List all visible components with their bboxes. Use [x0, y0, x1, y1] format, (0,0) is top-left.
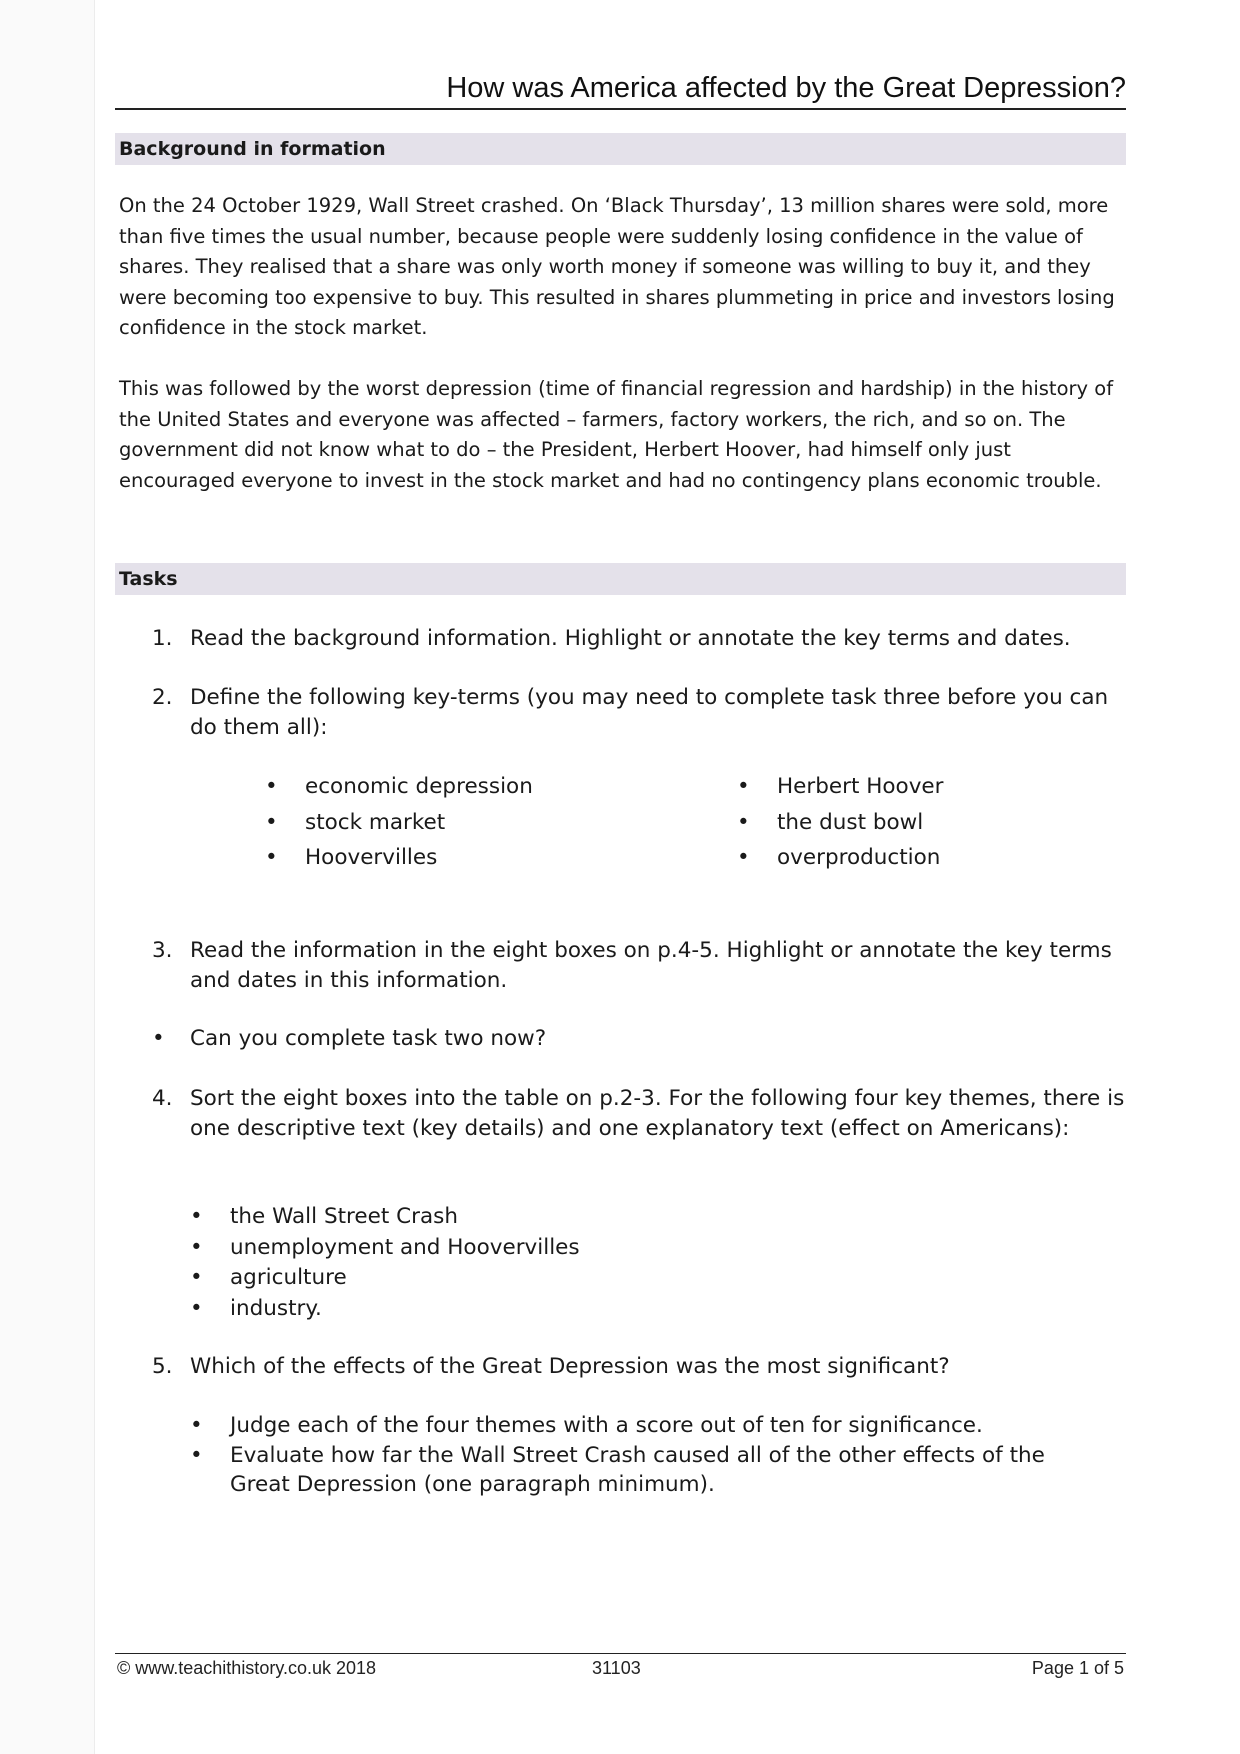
task-3-text: Read the information in the eight boxes on p.4-5. Highlight or annotate the key terms and dates in this information. [190, 938, 1112, 993]
list-item: • the dust bowl [737, 805, 1117, 841]
title-underline [115, 108, 1126, 110]
key-themes-list [190, 1202, 1090, 1324]
footer-page-number: Page 1 of 5 [1031, 1658, 1124, 1678]
bullet-icon: • [737, 845, 750, 870]
task-2-text: Define the following key-terms (you may need to complete task three before you can do them all): [190, 685, 1109, 740]
list-item: • agriculture [190, 1263, 1090, 1294]
page-left-margin [0, 0, 95, 1754]
bullet-icon: • [265, 809, 278, 835]
task-3-number: 3. [152, 938, 173, 963]
task-4-number: 4. [152, 1086, 173, 1111]
task-1 [152, 624, 1126, 654]
task-4 [152, 1084, 1126, 1143]
bullet-icon: • [152, 1026, 165, 1051]
background-paragraph-1: On the 24 October 1929, Wall Street crashed. On ‘Black Thursday’, 13 million shares were sold, more than five times the usual number, because people were suddenly losing confidence in the value of shares. They realised that a share was only worth money if someone was willing to buy it, and they were becoming too expensive to buy. This resulted in shares plummeting in price and investors losing confidence in the stock market. [119, 194, 1115, 339]
list-item: • overproduction [737, 840, 1117, 876]
tasks-heading: Tasks [115, 563, 1126, 595]
list-item: • stock market [265, 805, 685, 841]
bullet-icon: • [190, 1265, 203, 1290]
bullet-icon: • [190, 1295, 203, 1321]
task-3-followup [152, 1024, 1126, 1054]
task-5-number: 5. [152, 1354, 173, 1379]
task-2 [152, 683, 1126, 742]
list-item: • Judge each of the four themes with a score out of ten for significance. [190, 1411, 1090, 1441]
list-item: • Evaluate how far the Wall Street Crash caused all of the other effects of the Great Depression (one paragraph minimum). [190, 1442, 1045, 1497]
task-4-text: Sort the eight boxes into the table on p.2-3. For the following four key themes, there is one descriptive text (key details) and one explanatory text (effect on Americans): [190, 1086, 1125, 1141]
bullet-icon: • [190, 1234, 203, 1260]
footer-resource-code: 31103 [592, 1658, 641, 1678]
background-heading: Background in formation [115, 133, 1126, 165]
footer-rule [115, 1653, 1126, 1654]
list-item: • economic depression [265, 769, 685, 805]
bullet-icon: • [190, 1204, 203, 1229]
key-terms-right-list [737, 769, 1117, 876]
bullet-icon: • [265, 774, 278, 799]
task-5 [152, 1352, 1126, 1382]
list-item: • unemployment and Hoovervilles [190, 1233, 1090, 1264]
bullet-icon: • [265, 845, 278, 870]
task-1-text: Read the background information. Highlight or annotate the key terms and dates. [190, 626, 1071, 651]
significance-list [190, 1411, 1090, 1500]
bullet-icon: • [190, 1413, 203, 1438]
list-item: • Hoovervilles [265, 840, 685, 876]
task-5-text: Which of the effects of the Great Depression was the most significant? [190, 1354, 950, 1379]
page-title: How was America affected by the Great Depression? [446, 72, 1126, 104]
bullet-icon: • [737, 774, 750, 799]
task-3 [152, 936, 1126, 995]
footer-copyright: © www.teachithistory.co.uk 2018 [117, 1658, 377, 1678]
bullet-icon: • [190, 1442, 203, 1468]
key-terms-left-list [265, 769, 685, 876]
list-item: • Herbert Hoover [737, 769, 1117, 805]
bullet-icon: • [737, 809, 750, 835]
background-paragraph-2: This was followed by the worst depression (time of financial regression and hardship) in the history of the United States and everyone was affected – farmers, factory workers, the rich, and so on. The government did not know what to do – the President, Herbert Hoover, had himself only just encouraged everyone to invest in the stock market and had no contingency plans economic trouble. [119, 377, 1114, 492]
task-1-number: 1. [152, 626, 173, 651]
task-2-number: 2. [152, 685, 173, 710]
list-item: • industry. [190, 1294, 1090, 1325]
document-page [115, 0, 1126, 1754]
list-item: • the Wall Street Crash [190, 1202, 1090, 1233]
task-3-followup-text: Can you complete task two now? [190, 1026, 547, 1051]
